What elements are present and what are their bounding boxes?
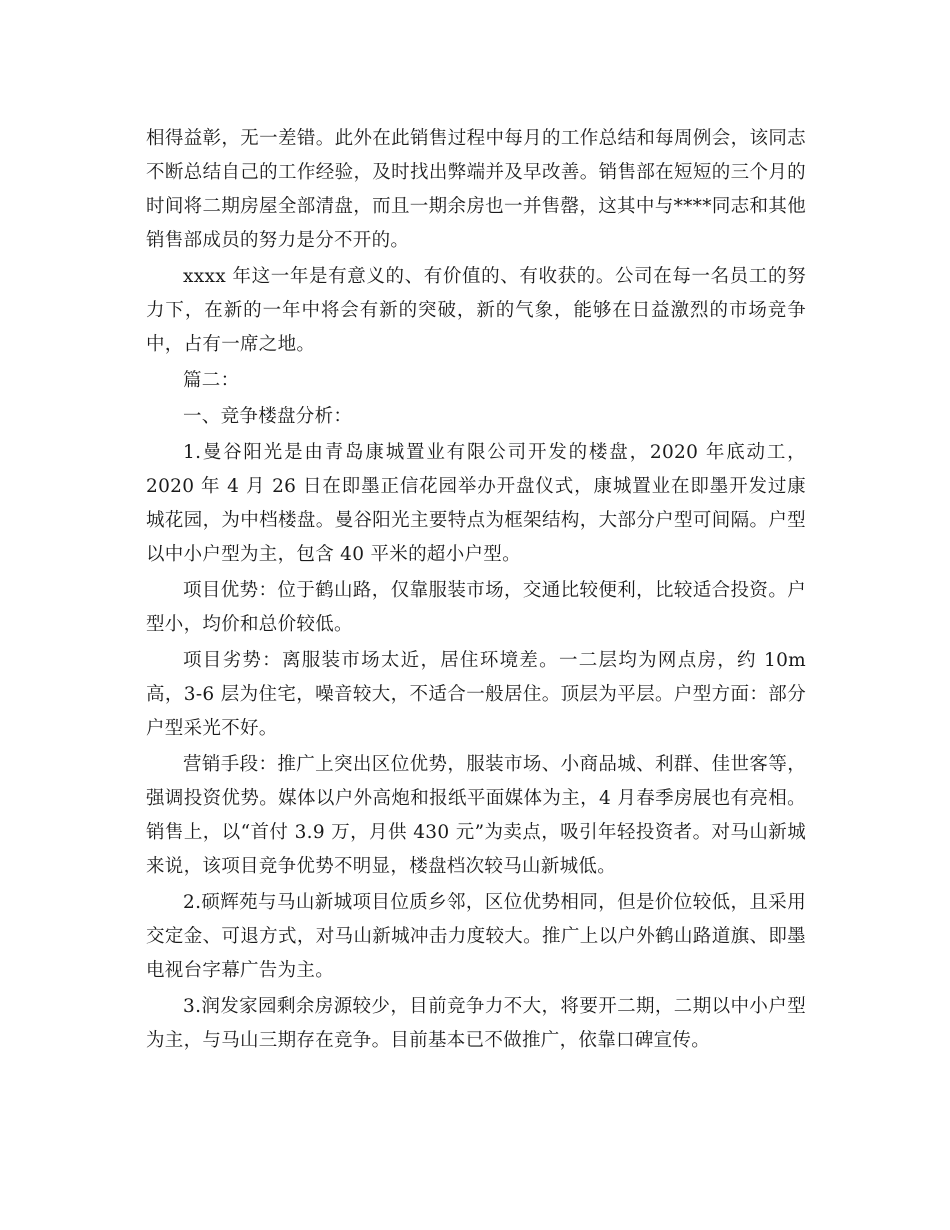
paragraph-item-3: 3.润发家园剩余房源较少，目前竞争力不大，将要开二期，二期以中小户型为主，与马山三期存在竞争。目前基本已不做推广，依靠口碑宣传。 (146, 996, 806, 1051)
document-page (146, 122, 806, 1060)
paragraph-marketing: 营销手段：推广上突出区位优势，服装市场、小商品城、利群、佳世客等，强调投资优势。媒体以户外高炮和报纸平面媒体为主，4 月春季房展也有亮相。销售上，以“首付 3.9 万，月供 430 元”为卖点，吸引年轻投资者。对马山新城来说，该项目竞争优势不明显，楼盘档次较马山新城低。 (146, 754, 806, 877)
paragraph-continuation: 相得益彰，无一差错。此外在此销售过程中每月的工作总结和每周例会，该同志不断总结自己的工作经验，及时找出弊端并及早改善。销售部在短短的三个月的时间将二期房屋全部清盘，而且一期余房也一并售罄，这其中与****同志和其他销售部成员的努力是分不开的。 (146, 128, 806, 251)
paragraph-disadvantages: 项目劣势：离服装市场太近，居住环境差。一二层均为网点房，约 10m 高，3-6 层为住宅，噪音较大，不适合一般居住。顶层为平层。户型方面：部分户型采光不好。 (146, 650, 806, 739)
paragraph-summary: xxxx 年这一年是有意义的、有价值的、有收获的。公司在每一名员工的努力下，在新的一年中将会有新的突破，新的气象，能够在日益激烈的市场竞争中，占有一席之地。 (146, 266, 806, 355)
paragraph-advantages: 项目优势：位于鹤山路，仅靠服装市场，交通比较便利，比较适合投资。户型小，均价和总价较低。 (146, 580, 806, 635)
subsection-heading: 一、竞争楼盘分析： (183, 406, 353, 427)
paragraph-item-2: 2.硕辉苑与马山新城项目位质乡邻，区位优势相同，但是价位较低，且采用交定金、可退方式，对马山新城冲击力度较大。推广上以户外鹤山路道旗、即墨电视台字幕广告为主。 (146, 892, 806, 981)
paragraph-item-1: 1.曼谷阳光是由青岛康城置业有限公司开发的楼盘，2020 年底动工，2020 年 4 月 26 日在即墨正信花园举办开盘仪式，康城置业在即墨开发过康城花园，为中档楼盘。曼谷阳光主要特点为框架结构，大部分户型可间隔。户型以中小户型为主，包含 40 平米的超小户型。 (146, 442, 806, 565)
section-heading: 篇二： (183, 370, 240, 391)
